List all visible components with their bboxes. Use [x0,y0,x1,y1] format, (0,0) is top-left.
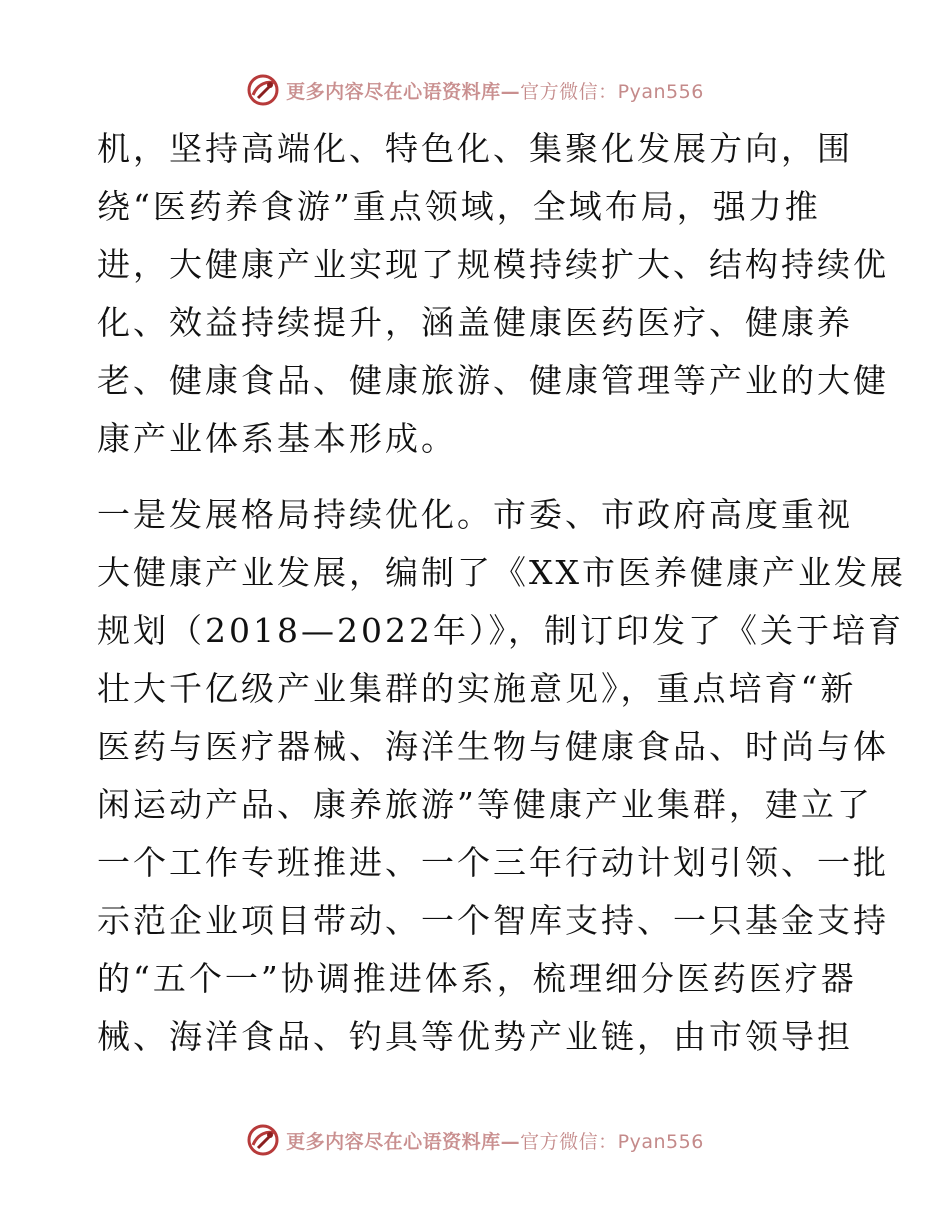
document-body [97,120,906,1066]
text-line: 化、效益持续提升，涵盖健康医药医疗、健康养 [97,303,853,342]
watermark-tail-text: 官方微信：Pyan556 [520,80,704,103]
text-line: 械、海洋食品、钓具等优势产业链，由市领导担 [97,1017,853,1056]
paragraph-2 [97,486,906,1066]
paragraph-1 [97,120,889,468]
text-line: 大健康产业发展，编制了《XX市医养健康产业发展 [97,553,906,592]
text-line: 一个工作专班推进、一个三年行动计划引领、一批 [97,843,889,882]
text-line: 的“五个一”协调推进体系，梳理细分医药医疗器 [97,959,857,998]
watermark-logo-icon [246,73,280,107]
watermark-main-text: 更多内容尽在心语资料库 [286,1130,501,1153]
text-line: 一是发展格局持续优化。市委、市政府高度重视 [97,495,853,534]
watermark-tail-text: 官方微信：Pyan556 [520,1130,704,1153]
watermark-logo-icon [246,1123,280,1157]
paragraph-gap [97,468,857,486]
text-line: 机，坚持高端化、特色化、集聚化发展方向，围 [97,129,853,168]
text-line: 医药与医疗器械、海洋生物与健康食品、时尚与体 [97,727,889,766]
text-line: 绕“医药养食游”重点领域，全域布局，强力推 [97,187,821,226]
watermark-dash: — [500,1130,521,1153]
text-line: 进，大健康产业实现了规模持续扩大、结构持续优 [97,245,889,284]
text-line: 康产业体系基本形成。 [97,419,457,458]
watermark-footer [0,1120,950,1160]
watermark-header [0,70,950,110]
watermark-dash: — [500,80,521,103]
text-line: 闲运动产品、康养旅游”等健康产业集群，建立了 [97,785,873,824]
text-line: 规划（2018—2022年）》，制订印发了《关于培育 [97,611,904,650]
text-line: 示范企业项目带动、一个智库支持、一只基金支持 [97,901,889,940]
watermark-main-text: 更多内容尽在心语资料库 [286,80,501,103]
text-line: 老、健康食品、健康旅游、健康管理等产业的大健 [97,361,889,400]
text-line: 壮大千亿级产业集群的实施意见》，重点培育“新 [97,669,857,708]
